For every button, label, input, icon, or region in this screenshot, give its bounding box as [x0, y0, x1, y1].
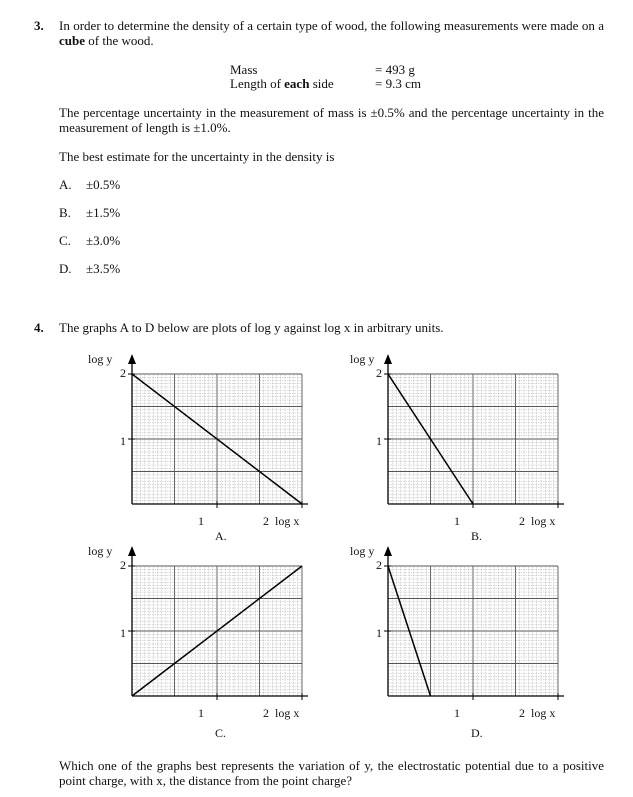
graph-b-grid [388, 374, 558, 504]
graph-d-name: D. [471, 726, 483, 740]
graph-a-y-tick-2: 2 [120, 366, 126, 380]
question-3-prompt: The best estimate for the uncertainty in the density is [59, 149, 335, 164]
option-a-letter: A. [59, 177, 72, 192]
uncertainty-statement: The percentage uncertainty in the measurement of mass is ±0.5% and the percentage uncertainty in the measurement of length is ±1.0%. [59, 105, 604, 135]
length-label-b: side [309, 76, 334, 91]
graph-d-y-axis-label: log y [350, 544, 375, 558]
graph-b-x-tick-1: 1 [454, 514, 460, 528]
intro-text-b: of the wood. [85, 33, 154, 48]
graph-a [82, 352, 322, 542]
question-4-number: 4. [34, 320, 44, 335]
graph-c-y-axis-label: log y [88, 544, 113, 558]
graph-d-x-tick-1: 1 [454, 706, 460, 720]
graph-d-y-arrow-icon [384, 546, 392, 556]
intro-text-bold: cube [59, 33, 85, 48]
option-d-letter: D. [59, 261, 72, 276]
graph-a-y-arrow-icon [128, 354, 136, 364]
length-label-bold: each [284, 76, 310, 91]
graph-a-y-axis-label: log y [88, 352, 113, 366]
graph-d-x-tick-2: 2 [519, 706, 525, 720]
option-c-value: ±3.0% [86, 233, 121, 248]
graph-c-x-tick-1: 1 [198, 706, 204, 720]
graph-d-plot [338, 544, 578, 744]
option-c-letter: C. [59, 233, 71, 248]
question-3-intro [59, 18, 604, 48]
option-b-letter: B. [59, 205, 71, 220]
graph-c-x-axis-label: log x [275, 706, 300, 720]
length-value: = 9.3 cm [375, 76, 421, 91]
graph-c-name: C. [215, 726, 227, 740]
graph-a-x-axis-label: log x [275, 514, 300, 528]
graph-d-y-tick-2: 2 [376, 558, 382, 572]
graph-a-x-tick-2: 2 [263, 514, 269, 528]
graph-a-x-tick-1: 1 [198, 514, 204, 528]
graph-b-y-tick-1: 1 [376, 434, 382, 448]
graph-b-plot [338, 352, 578, 542]
graph-b-x-tick-2: 2 [519, 514, 525, 528]
question-4-prompt: Which one of the graphs best represents the variation of y, the electrostatic potential due to a positive point charge, with x, the distance from the point charge? [59, 758, 604, 788]
length-label [230, 76, 334, 91]
graph-a-name: A. [215, 529, 227, 543]
question-4-intro: The graphs A to D below are plots of log y against log x in arbitrary units. [59, 320, 444, 335]
option-b-value: ±1.5% [86, 205, 121, 220]
graph-b-y-tick-2: 2 [376, 366, 382, 380]
graph-b-y-arrow-icon [384, 354, 392, 364]
graph-c-y-tick-2: 2 [120, 558, 126, 572]
mass-label: Mass [230, 62, 258, 77]
question-3-number: 3. [34, 18, 44, 33]
graph-b [338, 352, 578, 542]
graph-c-y-arrow-icon [128, 546, 136, 556]
intro-text-a: In order to determine the density of a certain type of wood, the following measurements were made on a [59, 18, 604, 33]
graph-b-x-axis-label: log x [531, 514, 556, 528]
graph-c-y-tick-1: 1 [120, 626, 126, 640]
option-d-value: ±3.5% [86, 261, 121, 276]
graph-a-y-tick-1: 1 [120, 434, 126, 448]
length-label-a: Length of [230, 76, 285, 91]
graph-b-y-axis-label: log y [350, 352, 375, 366]
graph-b-name: B. [471, 529, 483, 543]
option-a-value: ±0.5% [86, 177, 121, 192]
graph-d-grid [388, 566, 558, 696]
graph-c-x-tick-2: 2 [263, 706, 269, 720]
graph-c [82, 544, 322, 744]
mass-value: = 493 g [375, 62, 415, 77]
graph-a-plot [82, 352, 322, 542]
graph-d-x-axis-label: log x [531, 706, 556, 720]
graph-d [338, 544, 578, 744]
graph-c-plot [82, 544, 322, 744]
graph-d-y-tick-1: 1 [376, 626, 382, 640]
